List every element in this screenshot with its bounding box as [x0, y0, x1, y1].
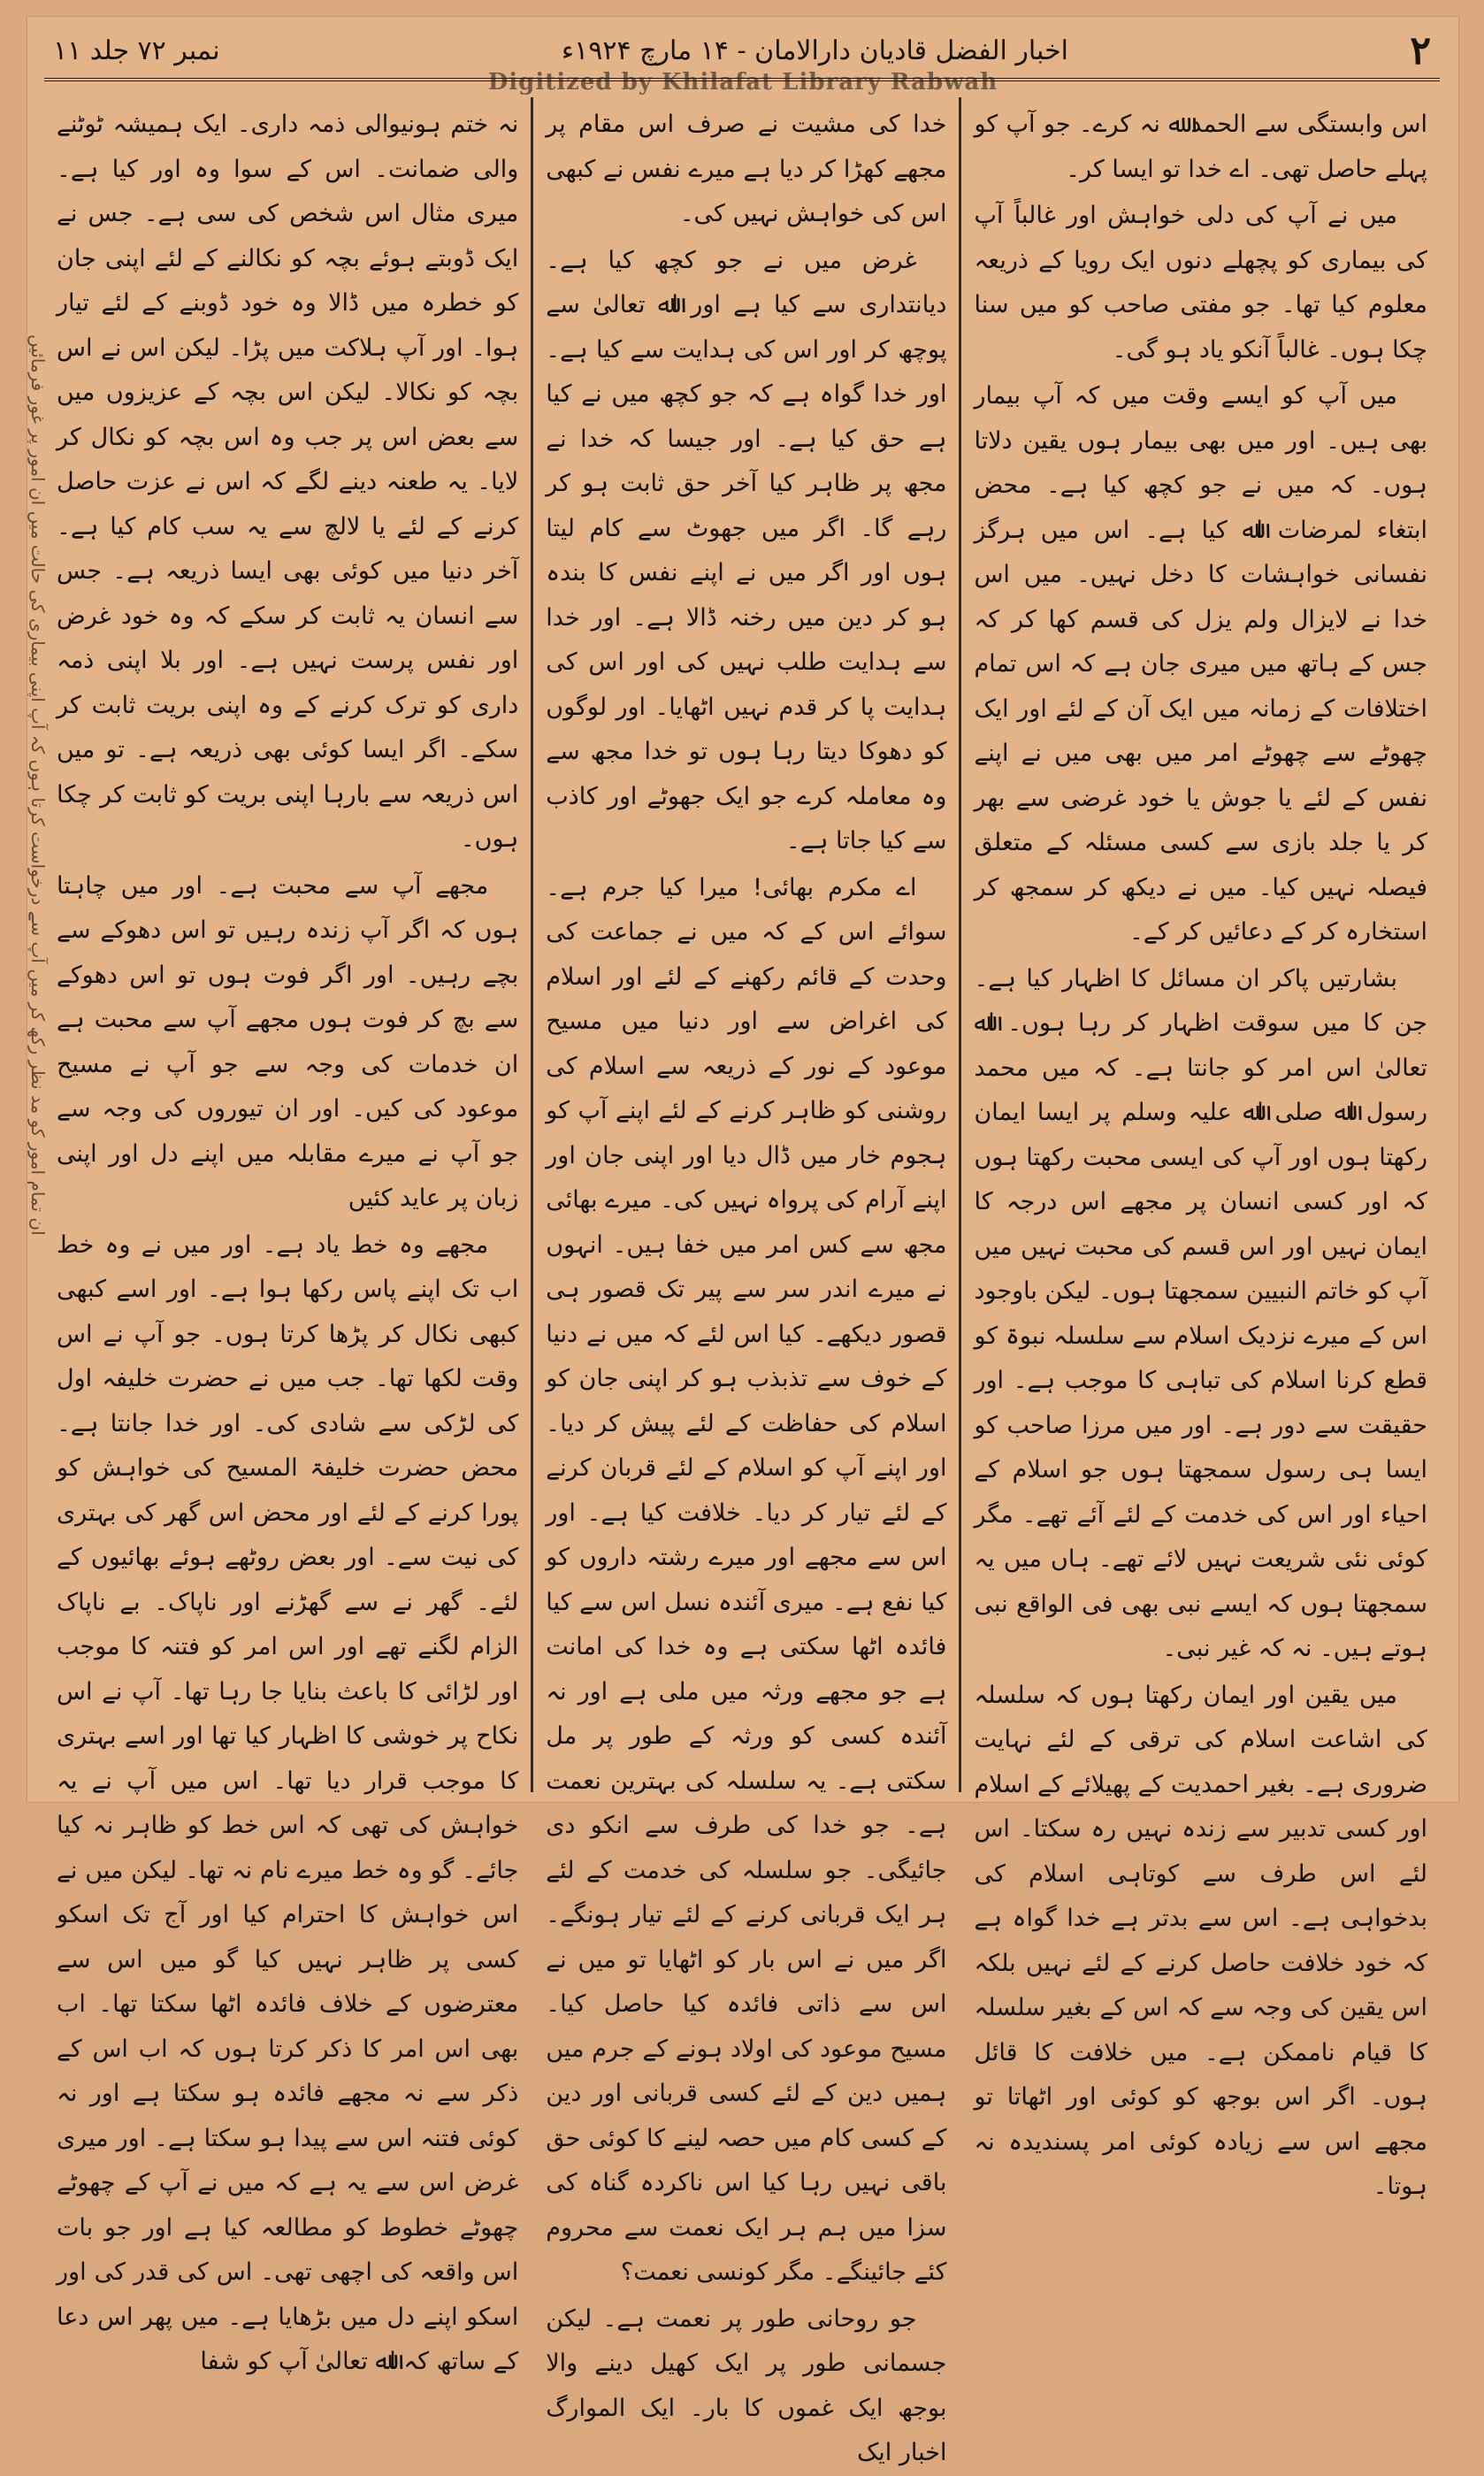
paragraph: خدا کی مشیت نے صرف اس مقام پر مجھے کھڑا کر دیا ہے میرے نفس نے کبھی اس کی خواہش نہیں کی۔	[546, 111, 947, 227]
issue-number: نمبر ۷۲ جلد ۱۱	[53, 34, 220, 66]
column-middle	[531, 97, 961, 2466]
paragraph: مجھے وہ خط یاد ہے۔ اور میں نے وہ خط اب تک اپنے پاس رکھا ہوا ہے۔ اور اسے کبھی کبھی نکال کر پڑھا کرتا ہوں۔ جو آپ نے اس وقت لکھا تھا۔ جب میں نے حضرت خلیفہ اول کی لڑکی سے شادی کی۔ اور خدا جانتا ہے۔ محض حضرت خلیفۃ المسیح کی خواہش کو پورا کرنے کے لئے اور محض اس گھر کی بہتری کی نیت سے۔ اور بعض روٹھے ہوئے بھائیوں کے لئے۔ گھر نے سے گھڑنے اور ناپاک۔ بے ناپاک الزام لگنے تھے اور اس امر کو فتنہ کا موجب اور لڑائی کا باعث بنایا جا رہا تھا۔ آپ نے اس نکاح پر خوشی کا اظہار کیا تھا اور اسے بہتری کا موجب قرار دیا تھا۔ اس میں آپ نے یہ خواہش کی تھی کہ اس خط کو ظاہر نہ کیا جائے۔ گو وہ خط میرے نام نہ تھا۔ لیکن میں نے اس خواہش کا احترام کیا اور آج تک اسکو کسی پر ظاہر نہیں کیا گو میں اس سے معترضوں کے خلاف فائدہ اٹھا سکتا تھا۔ اب بھی اس امر کا ذکر کرتا ہوں کہ اب اس کے ذکر سے نہ مجھے فائدہ ہو سکتا ہے اور نہ کوئی فتنہ اس سے پیدا ہو سکتا ہے۔ اور میری غرض اس سے یہ ہے کہ میں نے آپ کے چھوٹے چھوٹے خطوط کو مطالعہ کیا ہے اور جو بات اس واقعہ کی اچھی تھی۔ اس کی قدر کی اور اسکو اپنے دل میں بڑھایا ہے۔ میں پھر اس دعا کے ساتھ کہ اﷲ تعالیٰ آپ کو شفا	[57, 1230, 519, 2375]
paragraph: نہ ختم ہونیوالی ذمہ داری۔ ایک ہمیشہ ٹوٹنے والی ضمانت۔ اس کے سوا وہ اور کیا ہے۔ میری مثال اس شخص کی سی ہے۔ جس نے ایک ڈوبتے ہوئے بچہ کو نکالنے کے لئے اپنی جان کو خطرہ میں ڈالا وہ خود ڈوبنے کے لئے تیار ہوا۔ اور آپ ہلاکت میں پڑا۔ لیکن اس نے اس بچہ کو نکالا۔ لیکن اس بچہ کے عزیزوں میں سے بعض اس پر جب وہ اس بچہ کو نکال کر لایا۔ یہ طعنہ دینے لگے کہ اس نے عزت حاصل کرنے کے لئے یا لالچ سے یہ سب کام کیا ہے۔ آخر دنیا میں کوئی بھی ایسا ذریعہ ہے۔ جس سے انسان یہ ثابت کر سکے کہ وہ خود غرض اور نفس پرست نہیں ہے۔ اور بلا اپنی ذمہ داری کو ترک کرنے کے وہ اپنی بریت ثابت کر سکے۔ اگر ایسا کوئی بھی ذریعہ ہے۔ تو میں اس ذریعہ سے بارہا اپنی بریت کو ثابت کر چکا ہوں۔	[57, 111, 519, 853]
paragraph: بشارتیں پاکر ان مسائل کا اظہار کیا ہے۔ جن کا میں سوقت اظہار کر رہا ہوں۔ اﷲ تعالیٰ اس امر کو جانتا ہے۔ کہ میں محمد رسول اﷲ صلی اﷲ علیہ وسلم پر ایسا ایمان رکھتا ہوں اور آپ کی ایسی محبت رکھتا ہوں کہ اور کسی انسان پر مجھے اس درجہ کا ایمان نہیں اور اس قسم کی محبت نہیں میں آپ کو خاتم النبیین سمجھتا ہوں۔ لیکن باوجود اس کے میرے نزدیک اسلام سے سلسلہ نبوۃ کو قطع کرنا اسلام کی تباہی کا موجب ہے۔ اور حقیقت سے دور ہے۔ اور میں مرزا صاحب کو ایسا ہی رسول سمجھتا ہوں جو اسلام کے احیاء اور اس کی خدمت کے لئے آئے تھے۔ مگر کوئی نئی شریعت نہیں لائے تھے۔ ہاں میں یہ سمجھتا ہوں کہ ایسے نبی بھی فی الواقع نبی ہوتے ہیں۔ نہ کہ غیر نبی۔	[974, 964, 1427, 1662]
page-number: ۲	[1410, 27, 1431, 73]
paragraph: اس وابستگی سے الحمد ﷲ نہ کرے۔ جو آپ کو پہلے حاصل تھی۔ اے خدا تو ایسا کر۔	[974, 111, 1427, 183]
paragraph: مجھے آپ سے محبت ہے۔ اور میں چاہتا ہوں کہ اگر آپ زندہ رہیں تو اس دھوکے سے بچے رہیں۔ اور اگر فوت ہوں تو اس دھوکے سے بچ کر فوت ہوں مجھے آپ سے محبت ہے ان خدمات کی وجہ سے جو آپ نے مسیح موعود کی کیں۔ اور ان تیوروں کی وجہ سے جو آپ نے میرے مقابلہ میں اپنے دل اور اپنی زبان پر عاید کئیں	[57, 871, 519, 1212]
paragraph: غرض میں نے جو کچھ کیا ہے۔ دیانتداری سے کیا ہے اور اﷲ تعالیٰ سے پوچھ کر اور اس کی ہدایت سے کیا ہے۔ اور خدا گواہ ہے کہ جو کچھ میں نے کیا ہے حق کیا ہے۔ اور جیسا کہ خدا نے مجھ پر ظاہر کیا آخر حق ثابت ہو کر رہے گا۔ اگر میں جھوٹ سے کام لیتا ہوں اور اگر میں نے اپنے نفس کا بندہ ہو کر دین میں رخنہ ڈالا ہے۔ اور خدا سے ہدایت طلب نہیں کی اور اس کی ہدایت پا کر قدم نہیں اٹھایا۔ اور لوگوں کو دھوکا دیتا رہا ہوں تو خدا مجھ سے وہ معاملہ کرے جو ایک جھوٹے اور کاذب سے کیا جاتا ہے۔	[546, 246, 947, 855]
paragraph: اے مکرم بھائی! میرا کیا جرم ہے۔ سوائے اس کے کہ میں نے جماعت کی وحدت کے قائم رکھنے کے لئے اور اسلام کی اغراض سے اور دنیا میں مسیح موعود کے نور کے ذریعہ سے اسلام کی روشنی کو ظاہر کرنے کے لئے اپنے آپ کو ہجوم خار میں ڈال دیا اور اپنی جان اور اپنے آرام کی پرواہ نہیں کی۔ میرے بھائی مجھ سے کس امر میں خفا ہیں۔ انہوں نے میرے اندر سر سے پیر تک قصور ہی قصور دیکھے۔ کیا اس لئے کہ میں نے دنیا کے خوف سے تذبذب ہو کر اپنی جان کو اسلام کی حفاظت کے لئے پیش کر دیا۔ اور اپنے آپ کو اسلام کے لئے قربان کرنے کے لئے تیار کر دیا۔ خلافت کیا ہے۔ اور اس سے مجھے اور میرے رشتہ داروں کو کیا نفع ہے۔ میری آئندہ نسل اس سے کیا فائدہ اٹھا سکتی ہے وہ خدا کی امانت ہے جو مجھے ورثہ میں ملی ہے اور نہ آئندہ کسی کو ورثہ کے طور پر مل سکتی ہے۔ یہ سلسلہ کی بہترین نعمت ہے۔ جو خدا کی طرف سے انکو دی جائیگی۔ جو سلسلہ کی خدمت کے لئے ہر ایک قربانی کرنے کے لئے تیار ہونگے۔ اگر میں نے اس بار کو اٹھایا تو میں نے اس سے ذاتی فائدہ کیا حاصل کیا۔ مسیح موعود کی اولاد ہونے کے جرم میں ہمیں دین کے لئے کسی قربانی اور دین کے کسی کام میں حصہ لینے کا کوئی حق باقی نہیں رہا کیا اس ناکردہ گناہ کی سزا میں ہم ہر ایک نعمت سے محروم کئے جائینگے۔ مگر کونسی نعمت؟	[546, 873, 947, 2286]
digitization-watermark: Digitized by Khilafat Library Rabwah	[487, 69, 998, 96]
column-right	[961, 97, 1440, 2200]
dateline: اخبار الفضل قادیان دارالامان - ۱۴ مارچ ۱۹۲۴ء	[562, 34, 1068, 66]
paragraph: جو روحانی طور پر نعمت ہے۔ لیکن جسمانی طور پر ایک کھیل دینے والا بوجھ ایک غموں کا بار۔ ایک الموارگ اخبار ایک	[546, 2304, 947, 2466]
paragraph: میں آپ کو ایسے وقت میں کہ آپ بیمار بھی ہیں۔ اور میں بھی بیمار ہوں یقین دلاتا ہوں۔ کہ میں نے جو کچھ کیا ہے۔ محض ابتغاء لمرضات اﷲ کیا ہے۔ اس میں ہرگز نفسانی خواہشات کا دخل نہیں۔ میں اس خدا نے لایزال ولم یزل کی قسم کھا کر کہ جس کے ہاتھ میں میری جان ہے کہ اس تمام اختلافات کے زمانہ میں ایک آن کے لئے اور ایک چھوٹے سے چھوٹے امر میں بھی میں نے اپنے نفس کے لئے یا جوش یا خود غرضی سے بھر کر یا جلد بازی سے کسی مسئلہ کے متعلق فیصلہ نہیں کیا۔ میں نے دیکھ کر سمجھ کر استخارہ کر کے دعائیں کر کے۔	[974, 382, 1427, 946]
handwritten-margin-note: ان تمام امور کو مد نظر رکھ کر میں آپ سے درخواست کرتا ہوں کہ آپ اپنی بیماری کی حالت میں ان امور پر غور فرمائیں	[27, 334, 49, 1236]
column-left	[44, 97, 531, 2375]
paragraph: میں یقین اور ایمان رکھتا ہوں کہ سلسلہ کی اشاعت اسلام کی ترقی کے لئے نہایت ضروری ہے۔ بغیر احمدیت کے پھیلائے کے اسلام اور کسی تدبیر سے زندہ نہیں رہ سکتا۔ اس لئے اس طرف سے کوتاہی اسلام کی بدخواہی ہے۔ اس سے بدتر ہے خدا گواہ ہے کہ خود خلافت حاصل کرنے کے لئے نہیں بلکہ اس یقین کی وجہ سے کہ اس کے بغیر سلسلہ کا قیام ناممکن ہے۔ میں خلافت کا قائل ہوں۔ اگر اس بوجھ کو کوئی اور اٹھاتا تو مجھے اس سے زیادہ کوئی امر پسندیدہ نہ ہوتا۔	[974, 1681, 1427, 2200]
newspaper-page	[27, 16, 1459, 2466]
article-columns	[44, 97, 1440, 2466]
paragraph: میں نے آپ کی دلی خواہش اور غالباً آپ کی بیماری کو پچھلے دنوں ایک رویا کے ذریعہ معلوم کیا تھا۔ جو مفتی صاحب کو میں سنا چکا ہوں۔ غالباً آنکو یاد ہو گی۔	[974, 202, 1427, 364]
